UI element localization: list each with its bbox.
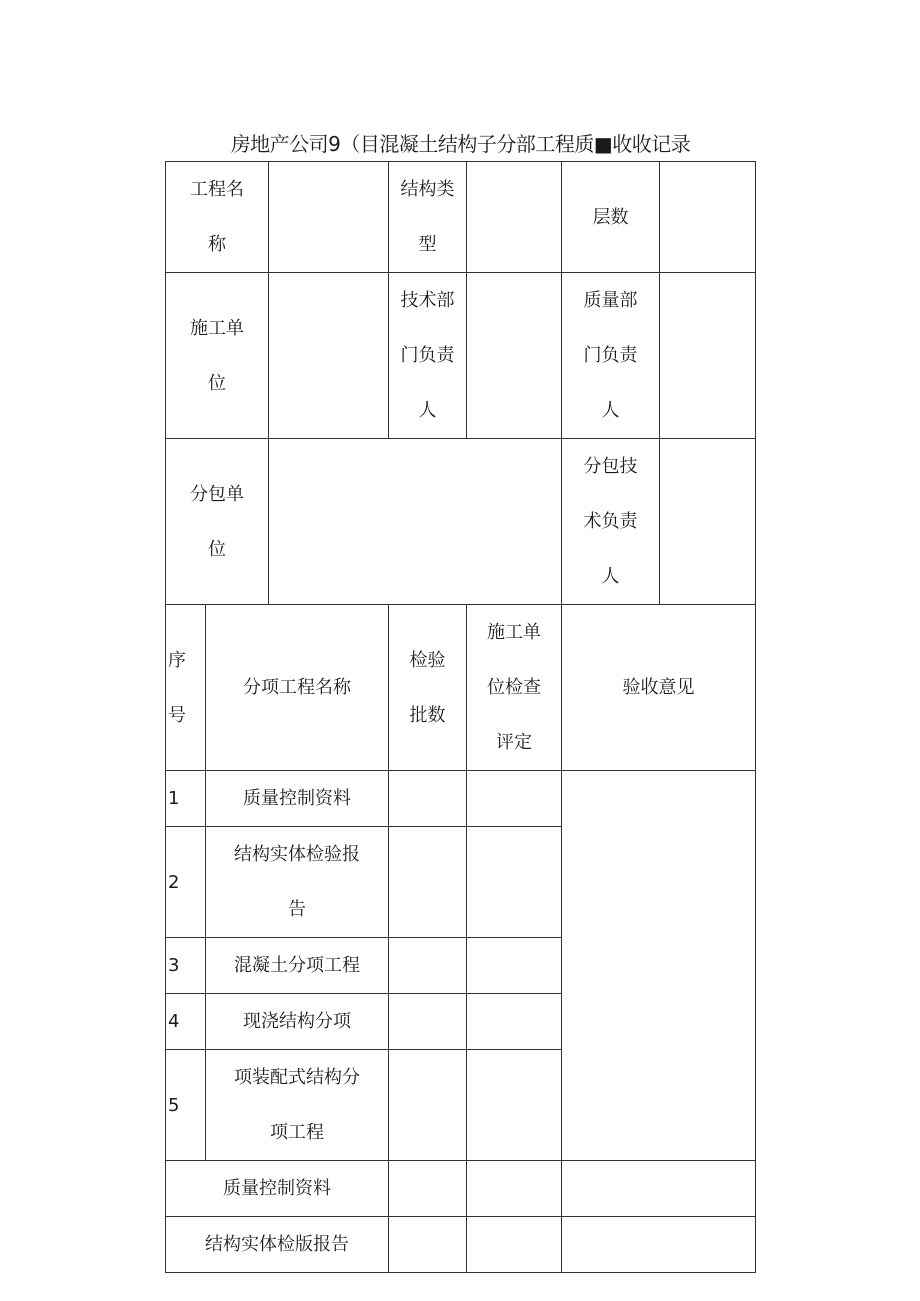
tech-head-value[interactable] <box>467 273 562 439</box>
floors-value[interactable] <box>660 162 756 273</box>
row-item-name: 混凝土分项工程 <box>206 938 389 994</box>
row-item-name: 项装配式结构分 项工程 <box>206 1050 389 1161</box>
footer-evaluation-cell[interactable] <box>467 1161 562 1217</box>
footer-opinion-cell[interactable] <box>562 1217 756 1273</box>
row-evaluation-cell[interactable] <box>467 994 562 1050</box>
item-name-header: 分项工程名称 <box>206 605 389 771</box>
table-row <box>166 1217 756 1273</box>
batches-header: 检验 批数 <box>389 605 467 771</box>
table-row <box>166 771 756 827</box>
seq-header: 序 号 <box>166 605 206 771</box>
tech-head-label: 技术部 门负责 人 <box>389 273 467 439</box>
footer-batches-cell[interactable] <box>389 1161 467 1217</box>
opinion-cell[interactable] <box>562 771 756 1161</box>
row-seq: 3 <box>166 938 206 994</box>
project-name-label: 工程名 称 <box>166 162 269 273</box>
row-batches-cell[interactable] <box>389 827 467 938</box>
contractor-label: 施工单 位 <box>166 273 269 439</box>
table-row <box>166 1161 756 1217</box>
row-evaluation-cell[interactable] <box>467 827 562 938</box>
floors-label: 层数 <box>562 162 660 273</box>
row-item-name: 结构实体检验报 告 <box>206 827 389 938</box>
structure-type-value[interactable] <box>467 162 562 273</box>
row-batches-cell[interactable] <box>389 994 467 1050</box>
row-batches-cell[interactable] <box>389 771 467 827</box>
row-evaluation-cell[interactable] <box>467 938 562 994</box>
sub-tech-head-value[interactable] <box>660 439 756 605</box>
row-seq: 2 <box>166 827 206 938</box>
footer-row-label: 质量控制资料 <box>166 1161 389 1217</box>
evaluation-header: 施工单 位检查 评定 <box>467 605 562 771</box>
row-batches-cell[interactable] <box>389 1050 467 1161</box>
row-evaluation-cell[interactable] <box>467 771 562 827</box>
footer-opinion-cell[interactable] <box>562 1161 756 1217</box>
row-seq: 5 <box>166 1050 206 1161</box>
subcontractor-value[interactable] <box>269 439 562 605</box>
quality-head-label: 质量部 门负责 人 <box>562 273 660 439</box>
contractor-value[interactable] <box>269 273 389 439</box>
footer-row-label: 结构实体检版报告 <box>166 1217 389 1273</box>
row-seq: 1 <box>166 771 206 827</box>
structure-type-label: 结构类 型 <box>389 162 467 273</box>
project-name-value[interactable] <box>269 162 389 273</box>
quality-head-value[interactable] <box>660 273 756 439</box>
footer-evaluation-cell[interactable] <box>467 1217 562 1273</box>
row-item-name: 现浇结构分项 <box>206 994 389 1050</box>
row-evaluation-cell[interactable] <box>467 1050 562 1161</box>
opinion-header: 验收意见 <box>562 605 756 771</box>
document-title: 房地产公司9（目混凝土结构子分部工程质■收收记录 <box>230 132 691 156</box>
acceptance-record-table <box>165 161 756 1273</box>
row-seq: 4 <box>166 994 206 1050</box>
subcontractor-label: 分包单 位 <box>166 439 269 605</box>
row-item-name: 质量控制资料 <box>206 771 389 827</box>
sub-tech-head-label: 分包技 术负责 人 <box>562 439 660 605</box>
footer-batches-cell[interactable] <box>389 1217 467 1273</box>
row-batches-cell[interactable] <box>389 938 467 994</box>
